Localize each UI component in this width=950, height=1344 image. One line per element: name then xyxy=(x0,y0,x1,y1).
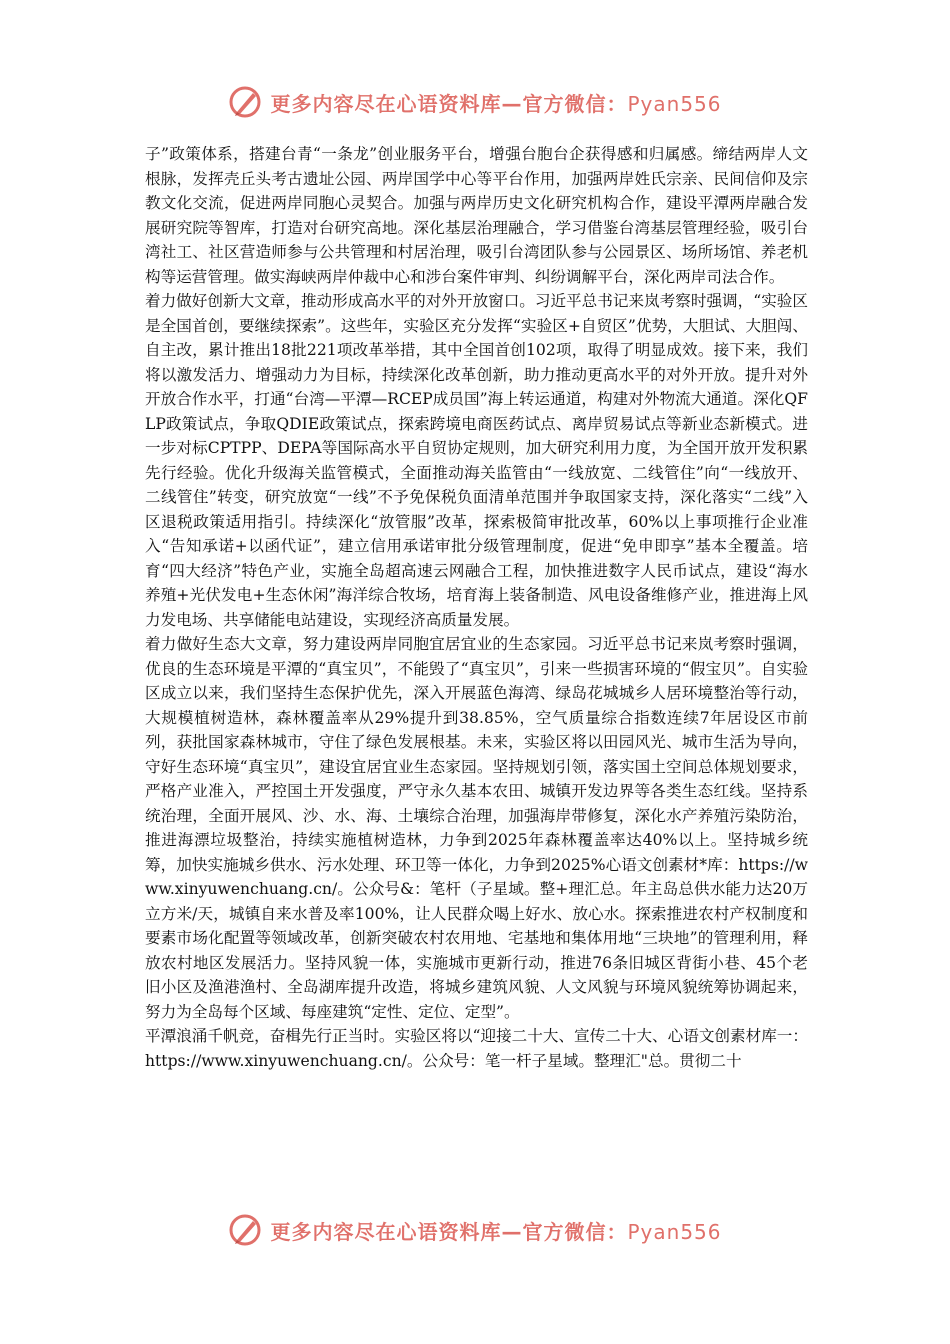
header-banner-text xyxy=(270,88,721,117)
paragraph: 着力做好生态大文章，努力建设两岸同胞宜居宜业的生态家园。习近平总书记来岚考察时强调，优良的生态环境是平潭的“真宝贝”，不能毁了“真宝贝”，引来一些损害环境的“假宝贝”。自实验区成立以来，我们坚持生态保护优先，深入开展蓝色海湾、绿岛花城城乡人居环境整治等行动，大规模植树造林，森林覆盖率从29%提升到38.85%，空气质量综合指数连续7年居设区市前列，获批国家森林城市，守住了绿色发展根基。未来，实验区将以田园风光、城市生活为导向，守好生态环境“真宝贝”，建设宜居宜业生态家园。坚持规划引领，落实国土空间总体规划要求，严格产业准入，严控国土开发强度，严守永久基本农田、城镇开发边界等各类生态红线。坚持系统治理，全面开展风、沙、水、海、土壤综合治理，加强海岸带修复，深化水产养殖污染防治，推进海漂垃圾整治，持续实施植树造林，力争到2025年森林覆盖率达40%以上。坚持城乡统筹，加快实施城乡供水、污水处理、环卫等一体化，力争到2025%心语文创素材*库：https://www.xinyuwenchuang.cn/。公众号&：笔杆（子星域。整+理汇总。年主岛总供水能力达20万立方米/天，城镇自来水普及率100%，让人民群众喝上好水、放心水。探索推进农村产权制度和要素市场化配置等领域改革，创新突破农村农用地、宅基地和集体用地“三块地”的管理利用，释放农村地区发展活力。坚持风貌一体，实施城市更新行动，推进76条旧城区背街小巷、45个老旧小区及渔港渔村、全岛湖库提升改造，将城乡建筑风貌、人文风貌与环境风貌统筹协调起来，努力为全岛每个区域、每座建筑“定性、定位、定型”。 xyxy=(145,635,808,1021)
header-banner-label: 更多内容尽在心语资料库—官方微信： xyxy=(270,91,628,116)
paragraph: 子”政策体系，搭建台青“一条龙”创业服务平台，增强台胞台企获得感和归属感。缔结两岸人文根脉，发挥壳丘头考古遗址公园、两岸国学中心等平台作用，加强两岸姓氏宗亲、民间信仰及宗教文化交流，促进两岸同胞心灵契合。加强与两岸历史文化研究机构合作，建设平潭两岸融合发展研究院等智库，打造对台研究高地。深化基层治理融合，学习借鉴台湾基层管理经验，吸引台湾社工、社区营造师参与公共管理和村居治理，吸引台湾团队参与公园景区、场所场馆、养老机构等运营管理。做实海峡两岸仲裁中心和涉台案件审判、纠纷调解平台，深化两岸司法合作。 xyxy=(145,145,808,286)
document-body xyxy=(145,142,808,1073)
footer-banner xyxy=(0,1210,950,1250)
header-wechat-id: Pyan556 xyxy=(627,91,722,116)
pen-logo-icon xyxy=(228,85,262,119)
footer-banner-text xyxy=(270,1216,721,1245)
header-banner xyxy=(0,82,950,122)
footer-banner-label: 更多内容尽在心语资料库—官方微信： xyxy=(270,1219,628,1244)
pen-logo-icon xyxy=(228,1213,262,1247)
paragraph: 着力做好创新大文章，推动形成高水平的对外开放窗口。习近平总书记来岚考察时强调，“实验区是全国首创，要继续探索”。这些年，实验区充分发挥“实验区+自贸区”优势，大胆试、大胆闯、自主改，累计推出18批221项改革举措，其中全国首创102项，取得了明显成效。接下来，我们将以激发活力、增强动力为目标，持续深化改革创新，助力推动更高水平的对外开放。提升对外开放合作水平，打通“台湾—平潭—RCEP成员国”海上转运通道，构建对外物流大通道。深化QFLP政策试点，争取QDIE政策试点，探索跨境电商医药试点、离岸贸易试点等新业态新模式。进一步对标CPTPP、DEPA等国际高水平自贸协定规则，加大研究利用力度，为全国开放开发积累先行经验。优化升级海关监管模式，全面推动海关监管由“一线放宽、二线管住”向“一线放开、二线管住”转变，研究放宽“一线”不予免保税负面清单范围并争取国家支持，深化落实“二线”入区退税政策适用指引。持续深化“放管服”改革，探索极简审批改革，60%以上事项推行企业准入“告知承诺+以函代证”，建立信用承诺审批分级管理制度，促进“免申即享”基本全覆盖。培育“四大经济”特色产业，实施全岛超高速云网融合工程，加快推进数字人民币试点，建设“海水养殖+光伏发电+生态休闲”海洋综合牧场，培育海上装备制造、风电设备维修产业，推进海上风力发电场、共享储能电站建设，实现经济高质量发展。 xyxy=(145,292,808,629)
paragraph: 平潭浪涌千帆竞，奋楫先行正当时。实验区将以“迎接二十大、宣传二十大、心语文创素材库一：https://www.xinyuwenchuang.cn/。公众号：笔一杆子星域。整理汇"总。贯彻二十 xyxy=(145,1027,808,1070)
footer-wechat-id: Pyan556 xyxy=(627,1219,722,1244)
